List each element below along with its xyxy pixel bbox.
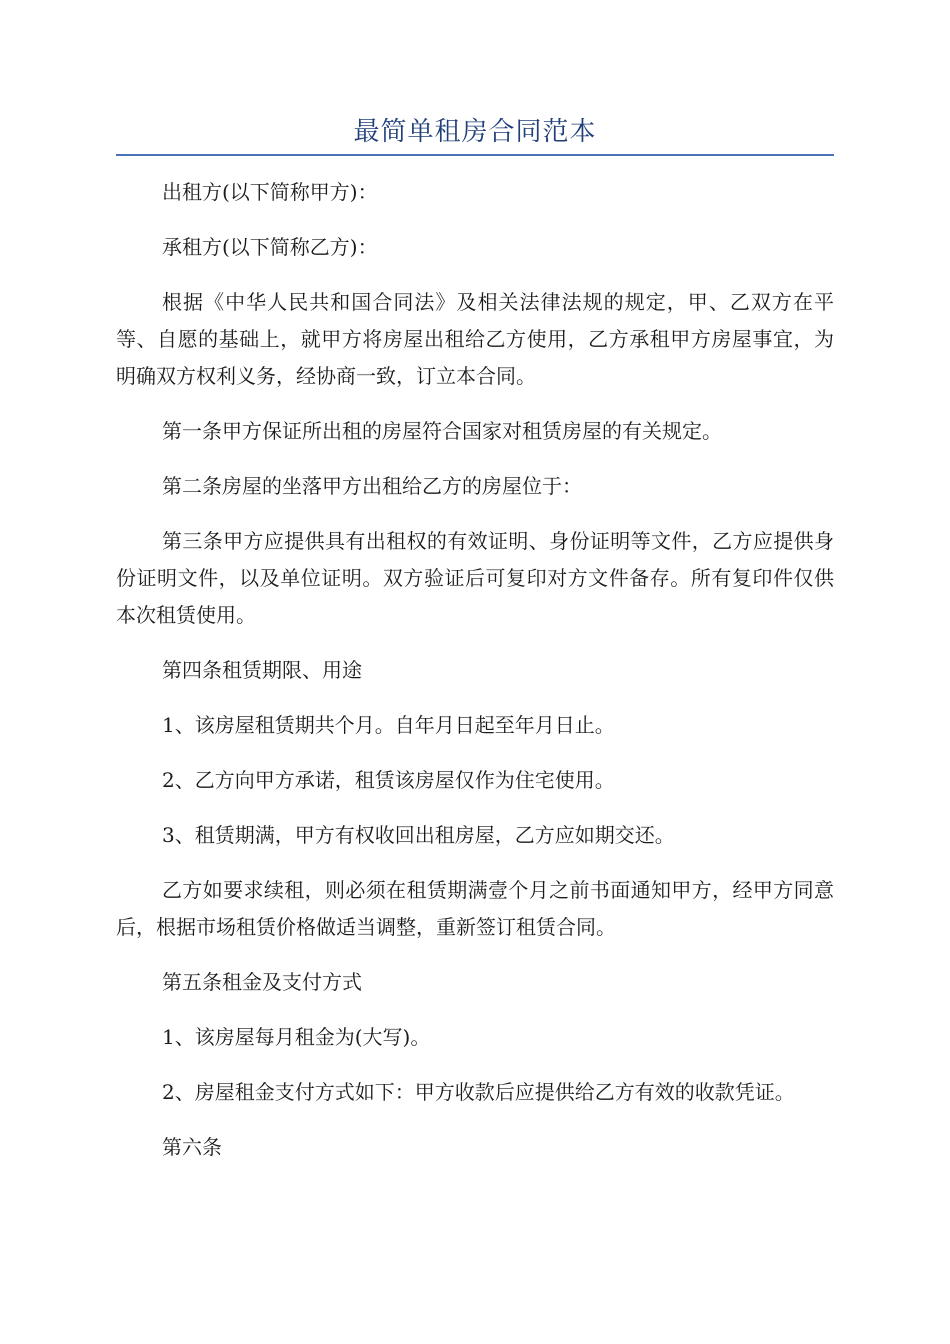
paragraph-article-6: 第六条 <box>162 1135 222 1159</box>
paragraph-article-5: 第五条租金及支付方式 <box>162 970 362 994</box>
title-underline <box>116 154 834 156</box>
paragraph-article-4-item-2: 2、乙方向甲方承诺，租赁该房屋仅作为住宅使用。 <box>162 768 615 792</box>
document-body <box>116 174 834 1184</box>
paragraph-lessee: 承租方(以下简称乙方)： <box>162 235 378 259</box>
paragraph-article-3: 第三条甲方应提供具有出租权的有效证明、身份证明等文件，乙方应提供身份证明文件，以及单位证明。双方验证后可复印对方文件备存。所有复印件仅供本次租赁使用。 <box>116 529 834 627</box>
paragraph-article-5-item-2: 2、房屋租金支付方式如下：甲方收款后应提供给乙方有效的收款凭证。 <box>162 1080 795 1104</box>
paragraph-article-5-item-1: 1、该房屋每月租金为(大写)。 <box>162 1025 431 1049</box>
paragraph-renewal: 乙方如要求续租，则必须在租赁期满壹个月之前书面通知甲方，经甲方同意后，根据市场租赁价格做适当调整，重新签订租赁合同。 <box>116 878 834 939</box>
paragraph-article-1: 第一条甲方保证所出租的房屋符合国家对租赁房屋的有关规定。 <box>162 419 722 443</box>
paragraph-article-2: 第二条房屋的坐落甲方出租给乙方的房屋位于： <box>162 474 582 498</box>
paragraph-article-4-item-1: 1、该房屋租赁期共个月。自年月日起至年月日止。 <box>162 713 615 737</box>
document-title: 最简单租房合同范本 <box>353 117 597 147</box>
paragraph-article-4-item-3: 3、租赁期满，甲方有权收回出租房屋，乙方应如期交还。 <box>162 823 675 847</box>
paragraph-lessor: 出租方(以下简称甲方)： <box>162 180 378 204</box>
paragraph-preamble: 根据《中华人民共和国合同法》及相关法律法规的规定，甲、乙双方在平等、自愿的基础上，就甲方将房屋出租给乙方使用，乙方承租甲方房屋事宜，为明确双方权利义务，经协商一致，订立本合同。 <box>116 290 834 388</box>
paragraph-article-4: 第四条租赁期限、用途 <box>162 658 362 682</box>
